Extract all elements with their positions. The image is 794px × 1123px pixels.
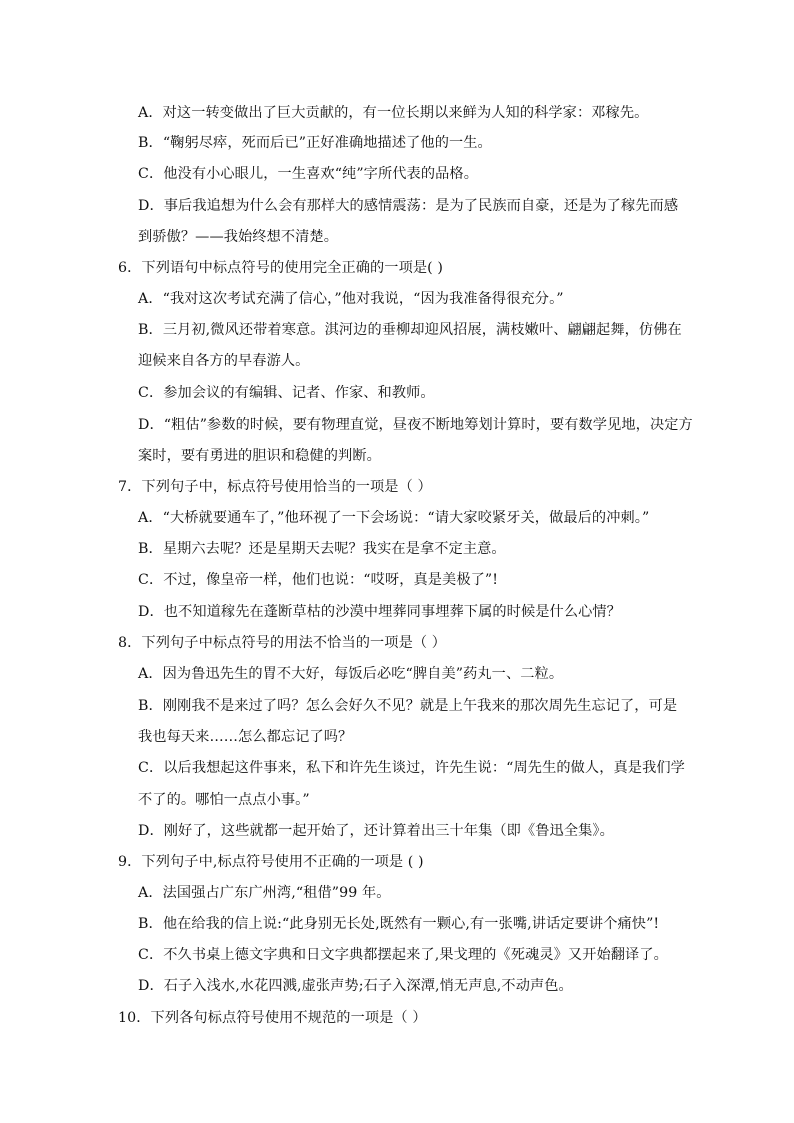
option-a-8: A．因为鲁迅先生的胃不大好，每饭后必吃“脾自美”药丸一、二粒。 <box>138 666 564 682</box>
option-b-8: B．刚刚我不是来过了吗？怎么会好久不见？就是上午我来的那次周先生忘记了，可是 <box>138 698 678 714</box>
option-b-5: B．“鞠躬尽瘁，死而后已”正好准确地描述了他的一生。 <box>138 135 492 151</box>
option-c-6: C．参加会议的有编辑、记者、作家、和教师。 <box>138 385 435 401</box>
option-b-9: B．他在给我的信上说:“此身别无长处,既然有一颗心,有一张嘴,讲话定要讲个痛快”! <box>138 916 660 932</box>
option-a-7: A．“大桥就要通车了，”他环视了一下会场说：“请大家咬紧牙关，做最后的冲刺。” <box>138 510 650 526</box>
question-9: 9．下列句子中,标点符号使用不正确的一项是 ( ) <box>118 854 424 870</box>
option-d-6: D．“粗估”参数的时候，要有物理直觉，昼夜不断地筹划计算时，要有数学见地，决定方 <box>138 417 693 433</box>
option-a-9: A．法国强占广东广州湾,“租借”99 年。 <box>138 885 391 901</box>
option-c-7: C．不过，像皇帝一样，他们也说：“哎呀，真是美极了”! <box>138 572 499 588</box>
option-b-8-cont: 我也每天来……怎么都忘记了吗？ <box>138 729 353 745</box>
option-a-5: A．对这一转变做出了巨大贡献的，有一位长期以来鲜为人知的科学家：邓稼先。 <box>138 105 649 121</box>
option-b-6: B．三月初,微风还带着寒意。淇河边的垂柳却迎风招展，满枝嫩叶、翩翩起舞，仿佛在 <box>138 322 682 338</box>
option-a-6: A．“我对这次考试充满了信心，”他对我说，“因为我准备得很充分。” <box>138 291 564 307</box>
option-c-8-cont: 不了的。哪怕一点点小事。” <box>138 792 310 808</box>
question-10: 10．下列各句标点符号使用不规范的一项是（ ） <box>118 1010 427 1026</box>
option-d-5: D．事后我追想为什么会有那样大的感情震荡：是为了民族而自豪，还是为了稼先而感 <box>138 198 679 214</box>
question-8: 8．下列句子中标点符号的用法不恰当的一项是（ ） <box>118 635 447 651</box>
option-d-5-cont: 到骄傲？——我始终想不清楚。 <box>138 229 339 245</box>
option-d-9: D．石子入浅水,水花四溅,虚张声势;石子入深潭,悄无声息,不动声色。 <box>138 978 573 994</box>
question-6: 6．下列语句中标点符号的使用完全正确的一项是( ) <box>118 260 444 276</box>
option-b-6-cont: 迎候来自各方的早春游人。 <box>138 353 310 369</box>
option-d-7: D．也不知道稼先在蓬断草枯的沙漠中埋葬同事埋葬下属的时候是什么心情？ <box>138 604 621 620</box>
option-c-9: C．不久书桌上德文字典和日文字典都摆起来了,果戈理的《死魂灵》又开始翻译了。 <box>138 947 668 963</box>
question-7: 7．下列句子中，标点符号使用恰当的一项是（ ） <box>118 479 432 495</box>
option-d-8: D．刚好了，这些就都一起开始了，还计算着出三十年集（即《鲁迅全集》。 <box>138 823 614 839</box>
option-d-6-cont: 案时，要有勇进的胆识和稳健的判断。 <box>138 448 381 464</box>
option-c-8: C．以后我想起这件事来，私下和许先生谈过，许先生说：“周先生的做人，真是我们学 <box>138 760 685 776</box>
option-b-7: B．星期六去呢？还是星期天去呢？我实在是拿不定主意。 <box>138 541 506 557</box>
option-c-5: C．他没有小心眼儿，一生喜欢“纯”字所代表的品格。 <box>138 166 478 182</box>
